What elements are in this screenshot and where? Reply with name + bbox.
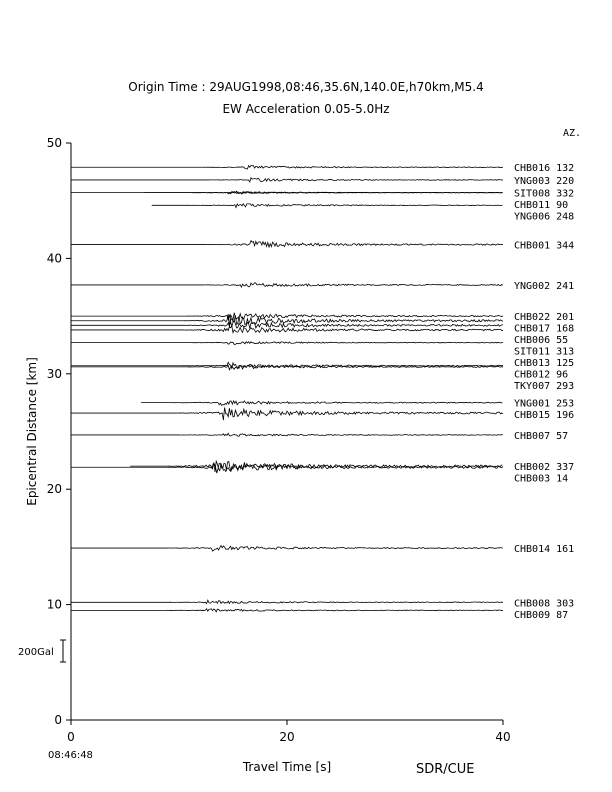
trace-sit011 (71, 326, 503, 333)
station-label: TKY007 293 (514, 381, 575, 393)
trace-yng006 (152, 204, 502, 208)
trace-chb001 (71, 241, 503, 248)
trace-chb013 (71, 342, 503, 345)
trace-chb009 (71, 609, 503, 612)
station-label: CHB007 57 (514, 431, 569, 442)
station-label: CHB001 344 (514, 240, 575, 252)
trace-chb016 (71, 165, 503, 169)
scale-label: 200Gal (18, 647, 54, 658)
trace-chb014 (71, 546, 503, 552)
x-tick-label: 20 (279, 730, 295, 744)
station-labels (514, 128, 581, 621)
y-tick-label: 40 (46, 251, 62, 266)
x-tick-label: 40 (495, 730, 511, 744)
station-label: CHB006 55 (514, 335, 569, 347)
y-axis-title: Epicentral Distance [km] (25, 357, 39, 506)
station-label: CHB003 14 (514, 473, 569, 485)
start-time-label: 08:46:48 (48, 750, 93, 761)
station-label: CHB012 96 (514, 369, 569, 381)
trace-yng001 (141, 401, 502, 406)
x-axis-title: Travel Time [s] (242, 760, 332, 774)
station-label: YNG003 220 (514, 175, 575, 187)
station-label: CHB008 303 (514, 598, 575, 610)
station-label: SIT011 313 (514, 346, 575, 358)
traces (71, 165, 503, 611)
azimuth-header: AZ. (563, 128, 582, 139)
station-label: CHB016 132 (514, 163, 575, 175)
figure-title: Origin Time : 29AUG1998,08:46,35.6N,140.0E,h70km,M5.4 (128, 80, 484, 94)
y-tick-label: 10 (46, 597, 62, 612)
x-tick-label: 0 (67, 730, 75, 744)
trace-chb007 (71, 433, 503, 436)
axes (18, 136, 511, 774)
station-label: YNG002 241 (514, 280, 575, 292)
trace-chb008 (71, 600, 503, 603)
y-tick-label: 0 (54, 713, 62, 727)
station-label: CHB013 125 (514, 358, 575, 370)
station-label: CHB017 168 (514, 323, 575, 335)
station-label: CHB002 337 (514, 462, 575, 474)
trace-chb022 (71, 313, 503, 321)
station-label: YNG006 248 (514, 211, 575, 223)
station-label: CHB011 90 (514, 200, 569, 212)
station-label: CHB014 161 (514, 544, 575, 556)
station-label: CHB015 196 (514, 410, 575, 422)
y-tick-label: 50 (46, 136, 62, 150)
trace-yng003 (71, 178, 503, 182)
trace-yng002 (71, 283, 503, 287)
trace-chb015 (71, 407, 503, 420)
station-label: SIT008 332 (514, 188, 575, 200)
station-label: CHB022 201 (514, 312, 575, 324)
trace-chb011 (71, 191, 503, 194)
figure-subtitle: EW Acceleration 0.05-5.0Hz (222, 102, 390, 116)
station-label: CHB009 87 (514, 609, 569, 621)
trace-chb012 (71, 362, 503, 368)
station-label: YNG001 253 (514, 398, 575, 410)
credit-label: SDR/CUE (416, 762, 475, 777)
y-tick-label: 20 (46, 482, 62, 497)
y-tick-label: 30 (46, 366, 62, 381)
